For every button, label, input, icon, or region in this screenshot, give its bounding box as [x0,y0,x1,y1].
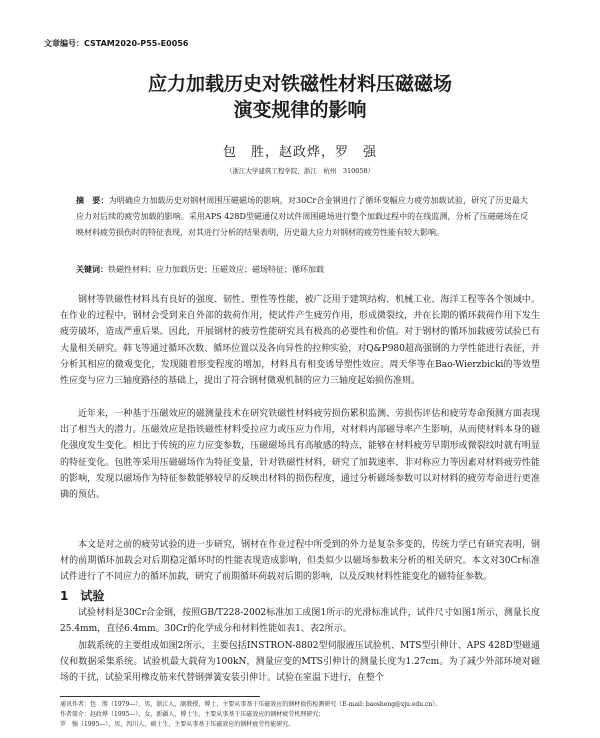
abstract-label: 摘 要： [76,196,109,205]
article-number-value: CSTAM2020-P55-E0056 [84,39,189,48]
authors: 包 胜，赵政烨，罗 强 [222,145,377,160]
paper-title-line-1: 应力加载历史对铁磁性材料压磁磁场 [147,73,452,95]
keywords [76,264,528,276]
footnote: 通讯作者：包 胜（1979—），男，浙江人，副教授，博士，主要从事基于压磁效应的钢材损伤检测研究（E-mail: baosheng@zju.edu.cn）。 [60,701,442,708]
article-number [44,38,188,49]
body-paragraph: 近年来，一种基于压磁效应的磁测量技术在研究铁磁性材料疲劳损伤累积监测、劳损伤评估和疲劳寿命预测方面表现出了相当大的潜力。压磁效应是指铁磁性材料受拉应力或压应力作用，对材料内部磁导率产生影响，从而使材料本身的磁化强度发生变化。相比于传统的应力应变参数，压磁磁场具有高敏感的特点，能够在材料疲劳早期形成微裂纹时就有明显的特征变化。包胜等采用压磁磁场作为特征变量，针对铁磁性材料，研究了加载速率、非对称应力等因素对材料疲劳性能的影响，发现以磁场作为特征参数能够较早的反映出材料的损伤程度，通过分析磁场参数可以对材料的疲劳寿命进行更准确的预估。 [60,409,540,501]
keywords-text: 铁磁性材料；应力加载历史；压磁效应；磁场特征；循环加载 [108,265,324,274]
affiliation: （浙江大学建筑工程学院，浙江 杭州 310058） [225,167,375,175]
abstract [76,193,528,241]
abstract-text: 为明确应力加载历史对钢材周围压磁磁场的影响，对30Cr合金钢进行了循环变幅应力疲劳加载试验，研究了历史最大应力对后续的疲劳加载的影响。采用APS 428D型磁通仪对试件周围磁场进行整个加载过程中的在线监测，分析了压磁磁场在反映材料疲劳损伤时的特征表现，对其进行分析的结果表明，历史最大应力对钢材的疲劳性能有较大影响。 [76,196,529,237]
footnote-divider [60,696,260,697]
body-paragraph: 钢材等铁磁性材料具有良好的强度、韧性、塑性等性能，被广泛用于建筑结构、机械工业、海洋工程等各个领域中。在作业的过程中，钢材会受到来自外部的载荷作用，使试件产生疲劳作用，形成微裂纹，并在长期的循环载荷作用下发生疲劳破坏，造成严重后果。因此，开展钢材的疲劳性能研究具有极高的必要性和价值。对于钢材的循环加载疲劳试验已有大量相关研究。韩飞等通过循环次数、循环位置以及各向异性的拉伸实验，对Q&P980超高强钢的力学性能进行表征，并分析其相应的微观变化，发现随着形变程度的增加，材料具有相变诱导塑性效应。周天华等在Bao-Wierzbicki的等效塑性应变与应力三轴度路径的基础上，提出了符合钢材微观机制的应力三轴度起始损伤准则。 [60,295,540,387]
section-number: 1 [60,589,69,603]
footnote: 作者简介：赵政烨（1995—），女，新疆人，博士生，主要从事基于压磁效应的钢材疲劳机理研究； [60,711,325,718]
body-paragraph: 本文是对之前的疲劳试验的进一步研究，钢材在作业过程中所受到的外力是复杂多变的，传统力学已有研究表明，钢材的前期循环加载会对后期稳定循环时的性能表现造成影响，但类似少以磁场参数来分析的相关研究。本文对30Cr标准试件进行了不同应力的循环加载，研究了前期循环荷载对后期的影响，以及反映材料性能变化的磁特征参数。 [60,540,540,583]
article-number-label: 文章编号： [44,39,84,48]
section-title: 试验 [80,589,105,603]
body-paragraph: 试验材料是30Cr合金钢，按照GB/T228-2002标准加工成图1所示的光滑标准试件，试件尺寸如图1所示，测量长度25.4mm，直径6.4mm。30Cr的化学成分和材料性能如表1、表2所示。 [60,608,540,635]
paper-title-line-2: 演变规律的影响 [233,99,367,121]
footnote: 罗 强（1995—），男，四川人，硕士生，主要从事基于压磁效应的钢材疲劳性能研究。 [60,721,295,728]
section-heading [60,587,104,604]
body-paragraph: 加载系统的主要组成如图2所示，主要包括INSTRON-8802型伺服液压试验机、MTS型引伸计、APS 428D型磁通仪和数据采集系统。试验机最大载荷为100kN，测量应变的MTS引伸计的测量长度为1.27cm。为了减少外部环境对磁场的干扰，试验采用橡皮筋来代替钢弹簧安装引伸计。试验在室温下进行，在整个 [60,641,540,684]
keywords-label: 关键词： [76,265,108,274]
